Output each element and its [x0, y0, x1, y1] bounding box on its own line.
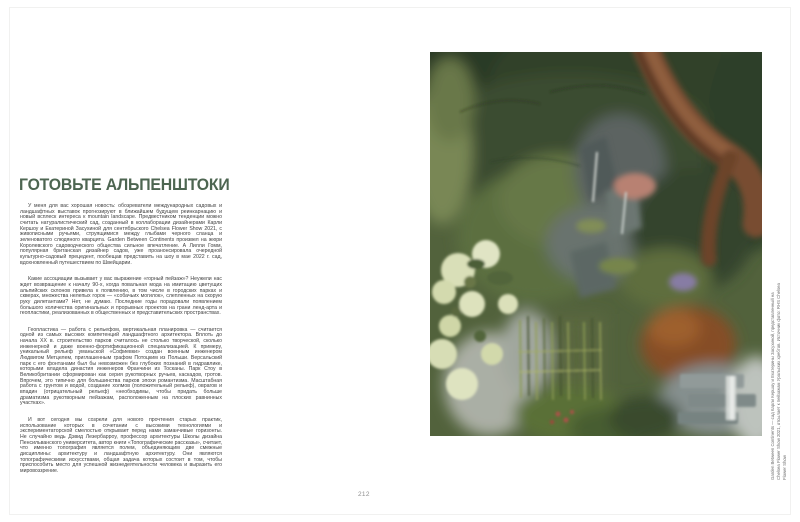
- paragraph: У меня для вас хорошая новость: обозреватели международных садовых и ландшафтных выставок прогнозируют в ближайшем будущем реинкарнацию и новый всплеск интереса к mountain landscape. Предвестником тенденции можно считать натуралистический сад, созданный в коллаборации дизайнерами Карли Кершоу и Екатериной Засухиной для сентябрьского Chelsea Flower Show 2021, с живописными ручьями, струящимися между глыбами черного сланца и зеленоватого слюдяного кварцита. Garden Between Continents произвел на жюри Королевского садоводческого общества сильное впечатление. А Лилли Гомм, популярная британская дизайнер садов, уже проанонсировала очередной культурно-садовый прецедент, пообещав представить на шоу в мае 2022 г. сад, вдохновленный путешествием по Швейцарии.: [20, 203, 222, 266]
- garden-photo: [430, 52, 762, 436]
- article-body: [20, 204, 222, 486]
- page-number: 212: [358, 491, 370, 498]
- paragraph: Геопластика — работа с рельефом, вертикальная планировка — считается одной из самых высоких компетенций ландшафтного архитектора. Вплоть до начала XX в. строительство парков считалось не столько творческой, сколько инженерной и даже военно-фортификационной специализацией. К примеру, уникальный рельеф уманьской «Софиевки» создан военным инженером Людвигом Метцелем, приглашенным графом Потоцким из Польши. Версальский парк с его фонтанами был бы невозможен без глубоких познаний в гидравлике, которыми владела династия инженеров Франчини из Тосканы. Парк Стоу в Великобритании сформирован как серия рукотворных ручьев, каскадов, гротов. Впрочем, это типично для большинства парков эпохи романтизма. Масштабная работа с грунтом и водой, создание холмов (положительный рельеф), оврагов и впадин (отрицательный рельеф) «необходимы, чтобы придать больше драматизма рукотворным пейзажам, расположенным на плоских равнинных участках».: [20, 326, 222, 407]
- paragraph: И вот сегодня мы созрели для нового прочтения старых практик, использование которых в сочетании с высокими технологиями и экспериментаторской смелостью открывает перед нами заманчивые горизонты. Не случайно ведь Дэвид Лезербарроу, профессор архитектуры Школы дизайна Пенсильванского университета, автор книги «Топографические рассказы», считает, что именно топография является полем, объединяющим две смежные дисциплины: архитектуру и ландшафтную архитектуру. Они являются топографическими искусствами, общая задача которых состоит в том, чтобы приспособить место для успешной жизнедеятельности человека и выразить его мировоззрение.: [20, 417, 222, 474]
- paragraph: Какие ассоциации вызывает у вас выражение «горный пейзаж»? Неужели нас ждет возвращение к началу 90-х, когда повальная мода на имитацию цветущих альпийских склонов привела к появлению, в том числе в городских парках и скверах, множества нелепых горок — «собачьих могилок», слепленных на скорую руку дилетантами? Нет, не думаю. Последние годы порадовали появлением большого количества оригинальных и прорывных проектов на грани ленд-арта и геопластики, реализованных в общественных и представительских пространствах.: [20, 276, 222, 317]
- article-title: ГОТОВЬТЕ АЛЬПЕНШТОКИ: [19, 175, 230, 195]
- photo-caption: Garden Between Continents — сад Карли Кершоу и Екатерины Засухиной, представленный на Chelsea Flower Show 2021, отсылает к пейзажам Уральских хребтов. Источник фото: RHS Chelsea Flower Show: [770, 283, 788, 480]
